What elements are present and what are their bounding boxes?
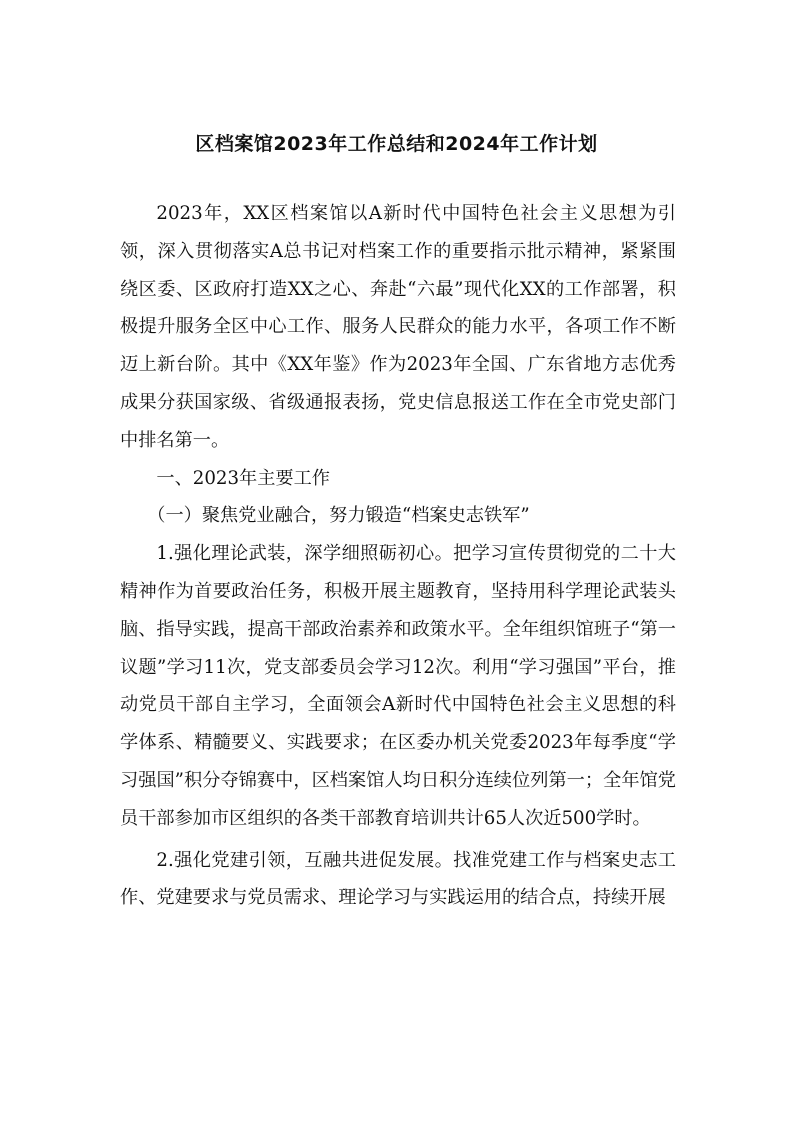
intro-paragraph: 2023年，XX区档案馆以A新时代中国特色社会主义思想为引领，深入贯彻落实A总书记对档案工作的重要指示批示精神，紧紧围绕区委、区政府打造XX之心、奔赴“六最”现代化XX的工作部署，积极提升服务全区中心工作、服务人民群众的能力水平，各项工作不断迈上新台阶。其中《XX年鉴》作为2023年全国、广东省地方志优秀成果分获国家级、省级通报表扬，党史信息报送工作在全市党史部门中排名第一。 (120, 203, 676, 451)
body-paragraph: 1.强化理论武装，深学细照砺初心。把学习宣传贯彻党的二十大精神作为首要政治任务，积极开展主题教育，坚持用科学理论武装头脑、指导实践，提高干部政治素养和政策水平。全年组织馆班子“第一议题”学习11次，党支部委员会学习12次。利用“学习强国”平台，推动党员干部自主学习，全面领会A新时代中国特色社会主义思想的科学体系、精髓要义、实践要求；在区委办机关党委2023年每季度“学习强国”积分夺锦赛中，区档案馆人均日积分连续位列第一；全年馆党员干部参加市区组织的各类干部教育培训共计65人次近500学时。 (120, 543, 676, 829)
document-body (120, 195, 676, 917)
document-title: 区档案馆2023年工作总结和2024年工作计划 (195, 133, 598, 155)
subsection-heading: （一）聚焦党业融合，努力锻造“档案史志铁军” (147, 505, 530, 527)
section-heading: 一、2023年主要工作 (156, 467, 330, 489)
body-paragraph: 2.强化党建引领，互融共进促发展。找准党建工作与档案史志工作、党建要求与党员需求、理论学习与实践运用的结合点，持续开展 (120, 849, 676, 909)
